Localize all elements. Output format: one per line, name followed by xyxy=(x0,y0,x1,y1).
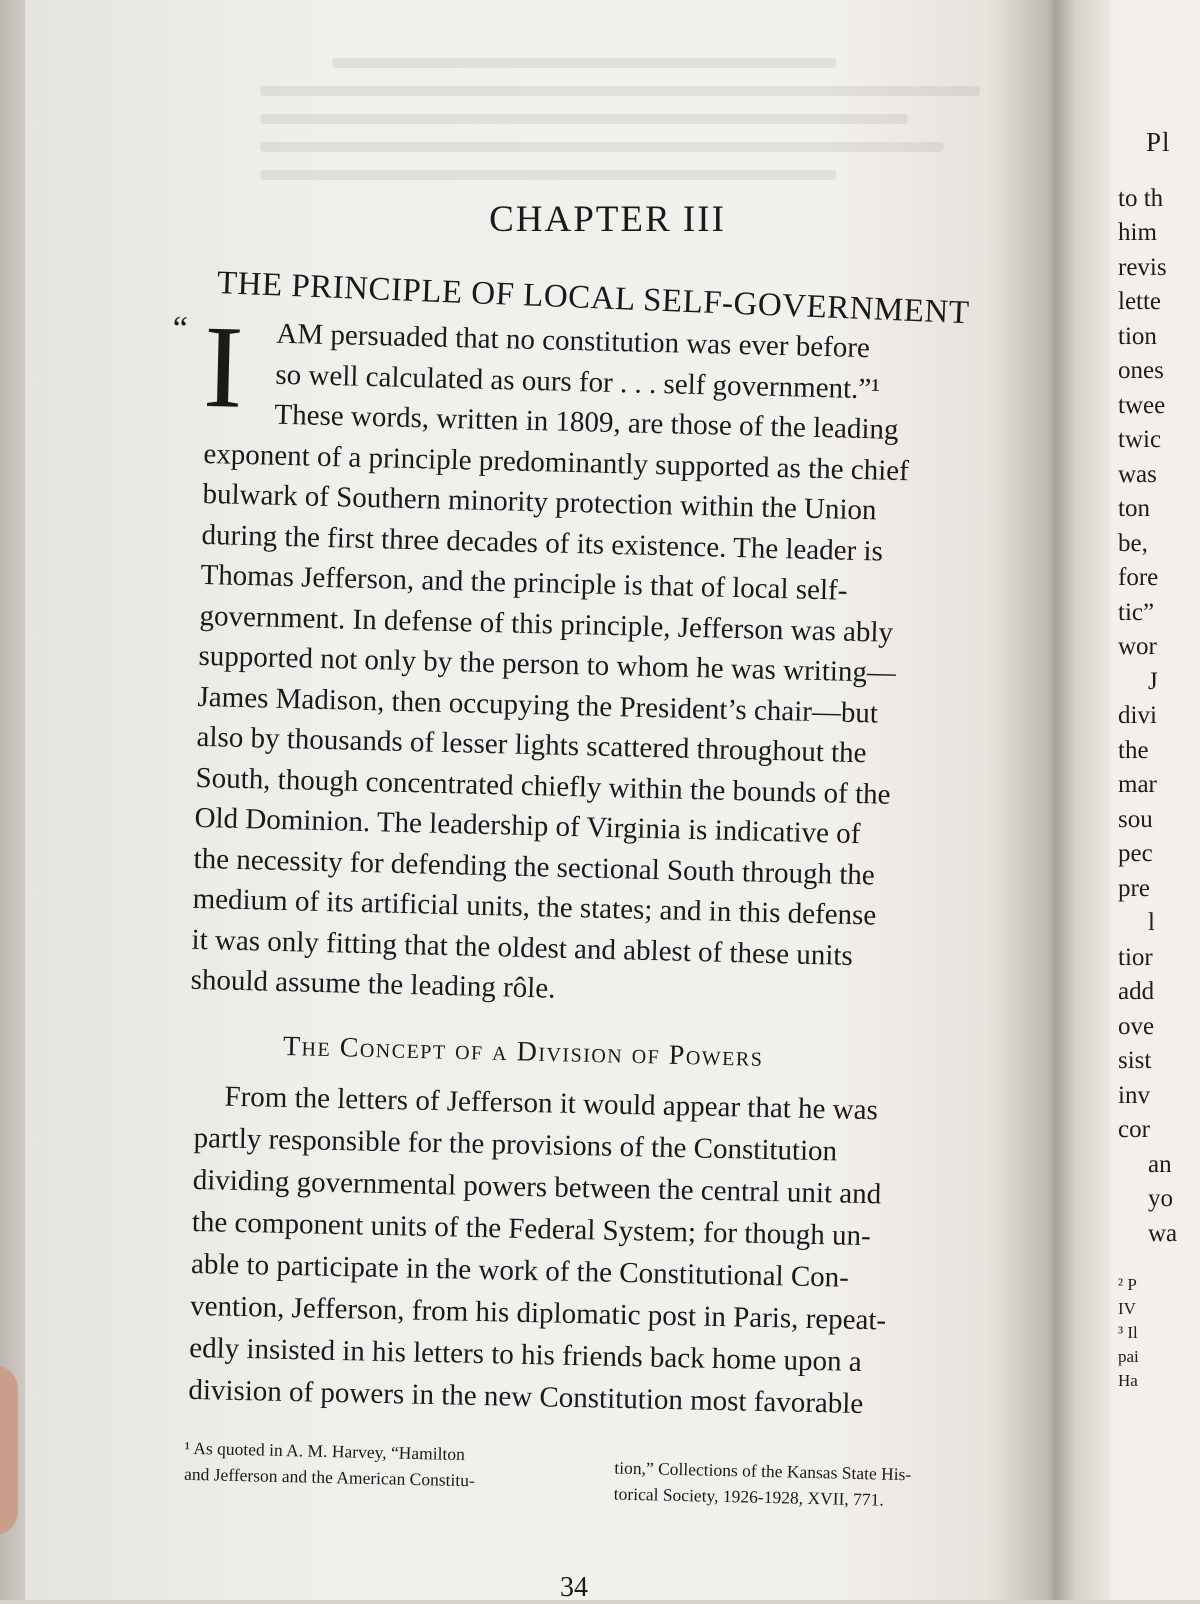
chapter-title: THE PRINCIPLE OF LOCAL SELF-GOVERNMENT xyxy=(216,265,971,332)
facing-page-line: mar xyxy=(1118,771,1157,798)
text-line: medium of its artificial units, the states; and in this defense xyxy=(192,882,877,932)
text-line: government. In defense of this principle, Jefferson was ably xyxy=(199,599,894,649)
footnote-line: tion,” Collections of the Kansas State His- xyxy=(614,1457,912,1484)
text-line: James Madison, then occupying the President’s chair—but xyxy=(197,680,879,730)
drop-cap: I xyxy=(202,300,245,433)
text-line: AM persuaded that no constitution was ever before xyxy=(276,317,871,365)
text-line: These words, written in 1809, are those of the leading xyxy=(274,398,899,446)
facing-page-line: an xyxy=(1148,1150,1172,1178)
facing-page-footnote-line: pai xyxy=(1118,1347,1139,1366)
text-line: partly responsible for the provisions of the Constitution xyxy=(193,1121,838,1167)
text-line: so well calculated as ours for . . . self government.”¹ xyxy=(275,358,881,405)
facing-page-line: him xyxy=(1118,219,1157,246)
facing-page-line: twic xyxy=(1118,426,1162,453)
text-line: edly insisted in his letters to his friends back home upon a xyxy=(188,1331,863,1378)
facing-page-line: add xyxy=(1118,978,1155,1005)
footnote-left xyxy=(184,1434,585,1495)
text-line: Old Dominion. The leadership of Virginia is indicative of xyxy=(194,801,861,851)
text-line: bulwark of Southern minority protection within the Union xyxy=(202,477,877,527)
section-heading: The Concept of a Division of Powers xyxy=(282,1030,764,1073)
facing-page-line: revis xyxy=(1118,253,1167,281)
facing-page-line: tic” xyxy=(1118,598,1155,626)
facing-page-footnote-line: ³ Il xyxy=(1118,1323,1138,1342)
facing-page-line: tion xyxy=(1118,322,1157,350)
text-line: during the first three decades of its existence. The leader is xyxy=(201,518,884,568)
text-line: South, though concentrated chiefly within the bounds of the xyxy=(195,761,891,811)
text-line: the necessity for defending the sectional South through the xyxy=(193,842,876,891)
facing-page-line: wor xyxy=(1118,633,1157,660)
facing-page-line: pec xyxy=(1118,840,1153,867)
finger xyxy=(0,1365,18,1535)
chapter-number: CHAPTER III xyxy=(489,199,726,240)
facing-page-line: cor xyxy=(1118,1116,1150,1143)
facing-page-line: tior xyxy=(1118,943,1153,971)
facing-page-line: divi xyxy=(1118,702,1157,729)
page-number: 34 xyxy=(560,1572,588,1603)
text-line: From the letters of Jefferson it would appear that he was xyxy=(224,1080,879,1126)
text-line: dividing governmental powers between the central unit and xyxy=(192,1163,882,1210)
facing-page-line: J xyxy=(1148,667,1158,695)
book-gutter xyxy=(985,0,1115,1600)
facing-page-line: was xyxy=(1118,460,1157,488)
facing-page-line: sist xyxy=(1118,1047,1152,1074)
facing-page-line: inv xyxy=(1118,1081,1150,1109)
facing-page-line: ton xyxy=(1118,495,1150,522)
facing-page-line: ones xyxy=(1118,357,1164,384)
facing-page-line: pre xyxy=(1118,874,1150,902)
opening-quote-mark: “ xyxy=(172,310,189,348)
facing-page-footnote-line: IV xyxy=(1118,1299,1136,1318)
facing-page-footnote-line: Ha xyxy=(1118,1371,1138,1390)
facing-page-line: lette xyxy=(1118,288,1162,315)
facing-page-line: sou xyxy=(1118,805,1153,833)
facing-page-line: fore xyxy=(1118,564,1159,591)
facing-page-line: yo xyxy=(1148,1185,1173,1212)
footnote-line: and Jefferson and the American Constitu- xyxy=(183,1463,476,1490)
facing-page-header: Pl xyxy=(1146,127,1171,157)
facing-page-line: twee xyxy=(1118,391,1166,419)
text-line: it was only fitting that the oldest and ablest of these units xyxy=(191,923,854,972)
text-line: exponent of a principle predominantly supported as the chief xyxy=(203,437,910,487)
facing-page-line: be, xyxy=(1118,529,1148,557)
text-line: supported not only by the person to whom he was writing— xyxy=(198,639,897,689)
text-line: the component units of the Federal System; for though un- xyxy=(191,1205,872,1252)
facing-page-line: the xyxy=(1118,736,1149,764)
text-line: able to participate in the work of the Constitutional Con- xyxy=(190,1247,850,1294)
facing-page-footnotes xyxy=(1118,1273,1177,1393)
facing-page-footnote-line: ² P xyxy=(1118,1275,1137,1294)
facing-page-line: ove xyxy=(1118,1012,1155,1040)
text-line: Thomas Jefferson, and the principle is that of local self- xyxy=(200,558,848,607)
footnote-right xyxy=(613,1454,1034,1516)
facing-page-line: l xyxy=(1148,909,1155,936)
main-text-column xyxy=(172,170,995,1510)
text-line: should assume the leading rôle. xyxy=(190,963,556,1005)
footnote-line: torical Society, 1926-1928, XVII, 771. xyxy=(613,1483,885,1510)
section-paragraph xyxy=(188,1075,995,1428)
facing-page-line: wa xyxy=(1148,1219,1178,1247)
text-line: also by thousands of lesser lights scattered throughout the xyxy=(196,720,867,770)
footnote-line: ¹ As quoted in A. M. Harvey, “Hamilton xyxy=(184,1437,466,1464)
facing-page-text xyxy=(1118,125,1177,1393)
text-line: division of powers in the new Constitution most favorable xyxy=(188,1373,864,1420)
opening-paragraph xyxy=(172,300,995,1020)
facing-page-line: to th xyxy=(1118,184,1164,212)
text-line: vention, Jefferson, from his diplomatic post in Paris, repeat- xyxy=(189,1289,887,1337)
